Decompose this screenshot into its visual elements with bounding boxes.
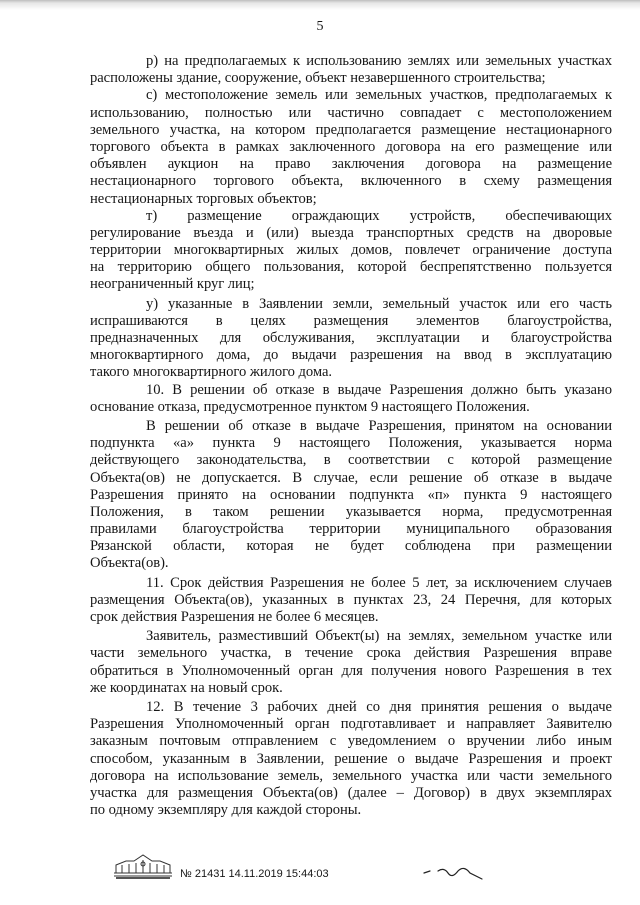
text-line: Объекта(ов) не допускается. В случае, если решение об отказе в выдаче (90, 469, 612, 486)
text-line: Заявитель, разместивший Объект(ы) на землях, земельном участке или (146, 628, 612, 645)
text-line: неограниченный круг лиц; (90, 276, 255, 293)
text-line: срок действия Разрешения не более 6 месяцев. (90, 609, 379, 625)
text-line: нестационарных торговых объектов; (90, 190, 317, 207)
text-line: основание отказа, предусмотренное пунктом 9 настоящего Положения. (90, 398, 530, 415)
text-line: 11. Срок действия Разрешения не более 5 лет, за исключением случаев (146, 574, 612, 591)
text-line: предназначенных для обслуживания, эксплуатации и благоустройства (90, 330, 612, 346)
text-line: такого многоквартирного жилого дома. (90, 364, 332, 381)
text-line: Разрешения принято на основании подпункта «п» пункта 9 настоящего (90, 486, 612, 503)
text-line: р) на предполагаемых к использованию землях или земельных участках (146, 53, 612, 69)
text-line: размещения Объекта(ов), указанных в пунктах 23, 24 Перечня, для которых (90, 591, 612, 608)
text-line: способом, указанным в Заявлении, решение о выдаче Разрешения и проект (90, 750, 612, 767)
text-line: расположены здание, сооружение, объект незавершенного строительства; (90, 70, 546, 87)
text-line: т) размещение ограждающих устройств, обеспечивающих (146, 207, 612, 224)
text-line: регулирование въезда и (или) выезда транспортных средств на дворовые (90, 224, 612, 241)
text-line: 10. В решении об отказе в выдаче Разрешения должно быть указано (146, 381, 612, 398)
text-line: действующего законодательства, в соответствии с которой размещение (90, 452, 612, 469)
text-line: правилами благоустройства территории муниципального образования (90, 521, 612, 538)
text-line: территории многоквартирных жилых домов, повлечет ограничение доступа (90, 242, 612, 259)
handwritten-mark-icon (422, 859, 492, 885)
registry-stamp-icon (112, 851, 174, 881)
text-line: нестационарного торгового объекта, включенного в схему размещения (90, 173, 612, 190)
text-line: с) местоположение земель или земельных участков, предполагаемых к (146, 87, 612, 104)
text-line: 12. В течение 3 рабочих дней со дня принятия решения о выдаче (146, 698, 612, 715)
scan-top-edge (0, 0, 640, 10)
text-line: на территорию общего пользования, которой беспрепятственно пользуется (90, 259, 612, 276)
text-line: заказным почтовым отправлением с уведомлением о вручении либо иным (90, 733, 612, 750)
text-line: обратиться в Уполномоченный орган для получения нового Разрешения в тех (90, 662, 612, 679)
text-line: Объекта(ов). (90, 555, 169, 572)
page-number: 5 (316, 19, 324, 34)
text-line: участка для размещения Объекта(ов) (далее – Договор) в двух экземплярах (90, 784, 612, 801)
text-line: использованию, полностью или частично совпадает с местоположением (90, 104, 612, 121)
text-line: по одному экземпляру для каждой стороны. (90, 802, 362, 819)
text-line: у) указанные в Заявлении земли, земельный участок или его часть (146, 295, 612, 312)
text-line: Разрешения Уполномоченный орган подготавливает и направляет Заявителю (90, 716, 612, 733)
text-line: Рязанской области, которая не будет соблюдена при размещении (90, 538, 612, 555)
text-line: же координатах на новый срок. (90, 679, 283, 696)
text-line: части земельного участка, в течение срока действия Разрешения вправе (90, 645, 612, 662)
text-line: Положения, в таком решении указывается норма, предусмотренная (90, 503, 612, 520)
text-line: объявлен аукцион на право заключения договора на размещение (90, 156, 612, 173)
document-footer (112, 851, 552, 891)
document-body (90, 53, 612, 819)
text-line: земельного участка, на котором предполагается размещение нестационарного (90, 121, 612, 138)
text-line: договора на использование земель, земельного участка или части земельного (90, 767, 612, 784)
text-line: подпункта «а» пункта 9 настоящего Положения, указывается норма (90, 435, 612, 452)
text-line: торгового объекта в рамках заключенного договора на его размещение или (90, 138, 612, 155)
document-registration-id: № 21431 14.11.2019 15:44:03 (180, 868, 329, 880)
text-line: многоквартирного дома, до выдачи разрешения на ввод в эксплуатацию (90, 347, 612, 364)
text-line: В решении об отказе в выдаче Разрешения, принятом на основании (146, 417, 612, 434)
text-line: испрашиваются в целях размещения элементов благоустройства, (90, 312, 612, 329)
